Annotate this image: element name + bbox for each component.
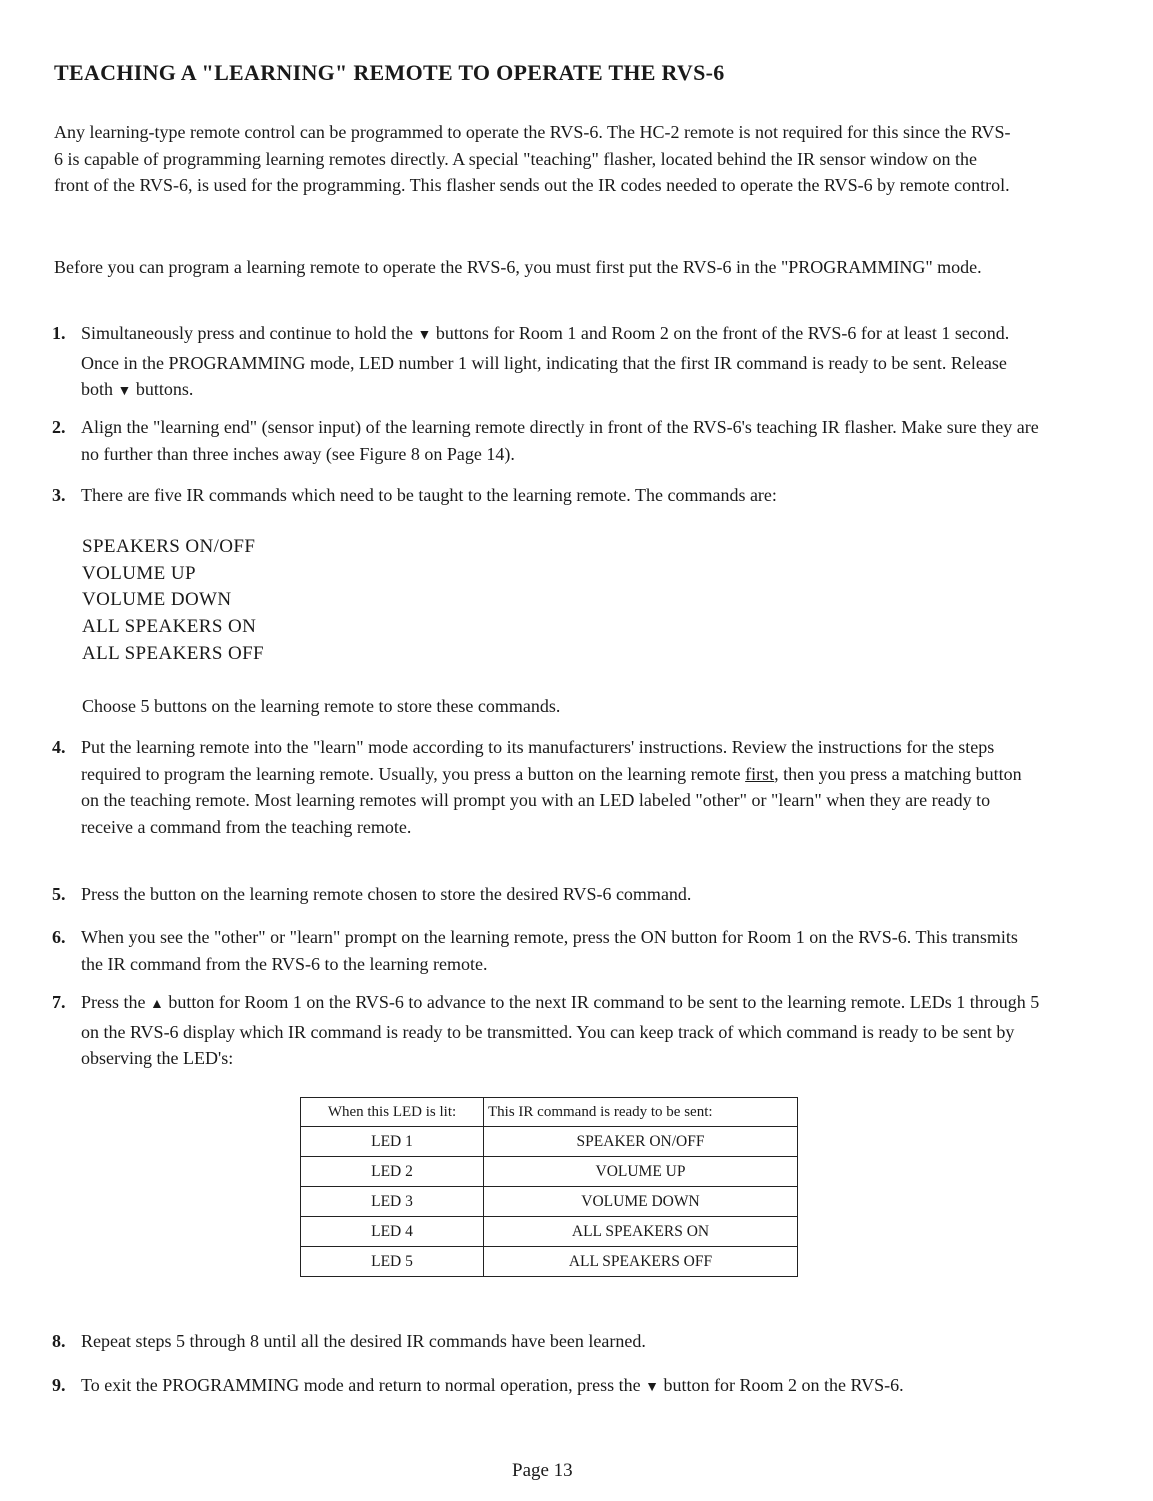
led-cell: LED 4	[301, 1217, 484, 1247]
command-cell: VOLUME UP	[484, 1157, 798, 1187]
step-text: Press the button on the learning remote chosen to store the desired RVS-6 command.	[81, 884, 692, 904]
table-row	[301, 1187, 798, 1217]
column-header: This IR command is ready to be sent:	[484, 1098, 798, 1127]
up-arrow-icon: ▲	[150, 997, 164, 1012]
programming-mode-paragraph: Before you can program a learning remote to operate the RVS-6, you must first put the RVS-6 in the "PROGRAMMING" mode.	[54, 257, 982, 277]
emphasis-first: first	[745, 763, 775, 784]
step-6	[52, 924, 1042, 977]
down-arrow-icon: ▼	[645, 1380, 660, 1395]
led-command-table	[300, 1097, 798, 1277]
step-number: 3.	[52, 485, 66, 505]
led-cell: LED 3	[301, 1187, 484, 1217]
down-arrow-icon: ▼	[117, 384, 132, 399]
command-cell: SPEAKER ON/OFF	[484, 1127, 798, 1157]
column-header: When this LED is lit:	[301, 1098, 484, 1127]
list-item: SPEAKERS ON/OFF	[82, 536, 256, 557]
intro-paragraph: Any learning-type remote control can be programmed to operate the RVS-6. The HC-2 remote is not required for this since the RVS-6 is capable of programming learning remotes directly. A special "teaching" flasher, located behind the IR sensor window on the front of the RVS-6, is used for the programming. This flasher sends out the IR codes needed to operate the RVS-6 by remote control.	[54, 122, 1011, 195]
step-7	[52, 989, 1042, 1072]
list-item: ALL SPEAKERS OFF	[82, 642, 265, 664]
step-8	[52, 1328, 1042, 1355]
step-number: 2.	[52, 417, 66, 437]
step-text: There are five IR commands which need to be taught to the learning remote. The commands are:	[81, 485, 777, 505]
step-number: 8.	[52, 1331, 66, 1351]
list-item: VOLUME UP	[82, 562, 196, 584]
step-number: 4.	[52, 737, 66, 757]
table-row	[301, 1247, 798, 1277]
page-title: TEACHING A "LEARNING" REMOTE TO OPERATE THE RVS-6	[54, 60, 725, 85]
step-4	[52, 734, 1042, 840]
table-header-row	[301, 1098, 798, 1127]
list-item: ALL SPEAKERS ON	[82, 616, 257, 638]
step-number: 5.	[52, 884, 66, 904]
led-cell: LED 1	[301, 1127, 484, 1157]
step-text: When you see the "other" or "learn" prompt on the learning remote, press the ON button for Room 1 on the RVS-6. This transmits the IR command from the RVS-6 to the learning remote.	[81, 927, 1018, 974]
page-number: Page 13	[512, 1460, 573, 1481]
step-number: 1.	[52, 323, 66, 343]
led-cell: LED 5	[301, 1247, 484, 1277]
step-9	[52, 1372, 1042, 1402]
command-cell: ALL SPEAKERS ON	[484, 1217, 798, 1247]
command-list	[82, 534, 264, 668]
step-text: Press the ▲ button for Room 1 on the RVS-6 to advance to the next IR command to be sent to the learning remote. LEDs 1 through 5 on the RVS-6 display which IR command is ready to be transmitted. You can keep track of which command is ready to be sent by observing the LED's:	[81, 992, 1040, 1068]
step-text: Align the "learning end" (sensor input) of the learning remote directly in front of the RVS-6's teaching IR flasher. Make sure they are no further than three inches away (see Figure 8 on Page 14).	[81, 417, 1039, 464]
step-text: Put the learning remote into the "learn" mode according to its manufacturers' instructions. Review the instructions for the steps required to program the learning remote. Usually, you press a button on the learning remote first, then you press a matching button on the teaching remote. Most learning remotes will prompt you with an LED labeled "other" or "learn" when they are ready to receive a command from the teaching remote.	[81, 737, 1022, 837]
table-row	[301, 1127, 798, 1157]
step-number: 7.	[52, 992, 66, 1012]
step-text: Repeat steps 5 through 8 until all the desired IR commands have been learned.	[81, 1331, 646, 1351]
command-cell: VOLUME DOWN	[484, 1187, 798, 1217]
choose-buttons-text: Choose 5 buttons on the learning remote to store these commands.	[82, 696, 561, 716]
down-arrow-icon: ▼	[417, 328, 432, 343]
step-2	[52, 414, 1042, 467]
step-number: 9.	[52, 1375, 66, 1395]
step-1	[52, 320, 1042, 406]
step-3	[52, 482, 1042, 509]
step-text: To exit the PROGRAMMING mode and return to normal operation, press the ▼ button for Room 2 on the RVS-6.	[81, 1375, 904, 1395]
led-cell: LED 2	[301, 1157, 484, 1187]
table-row	[301, 1157, 798, 1187]
step-text: Simultaneously press and continue to hold the ▼ buttons for Room 1 and Room 2 on the front of the RVS-6 for at least 1 second. Once in the PROGRAMMING mode, LED number 1 will light, indicating that the first IR command is ready to be sent. Release both ▼ buttons.	[81, 323, 1010, 399]
step-5	[52, 881, 1042, 908]
list-item: VOLUME DOWN	[82, 589, 232, 611]
table-row	[301, 1217, 798, 1247]
step-number: 6.	[52, 927, 66, 947]
command-cell: ALL SPEAKERS OFF	[484, 1247, 798, 1277]
